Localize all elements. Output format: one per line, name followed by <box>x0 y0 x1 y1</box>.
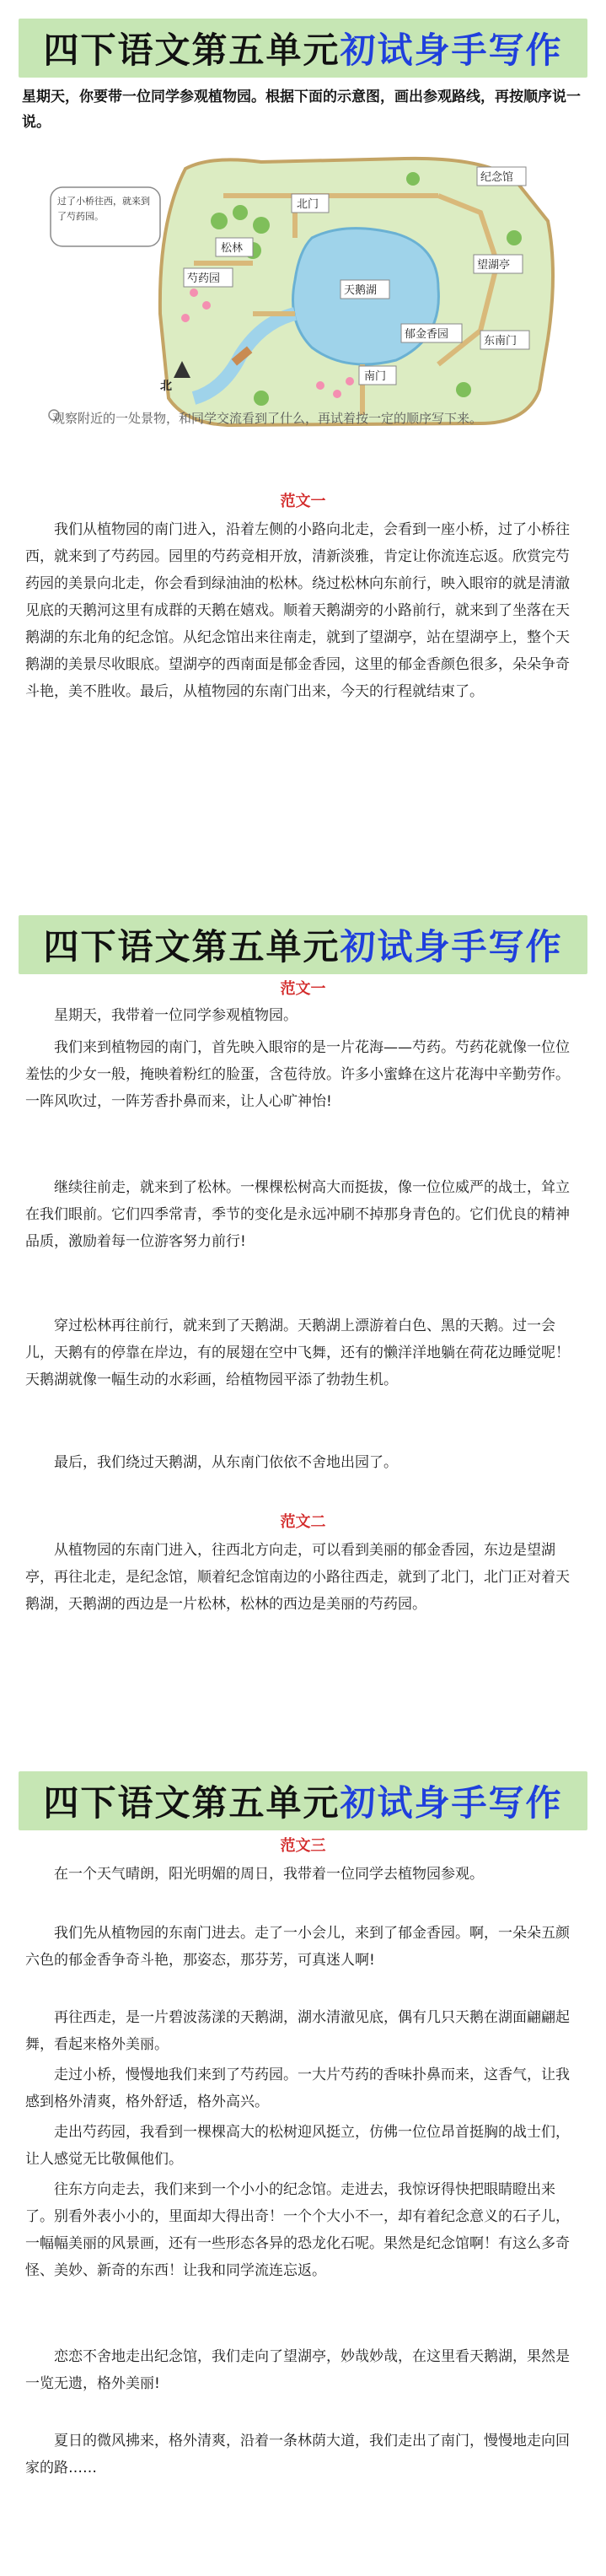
section2-paragraph-2: 我们来到植物园的南门，首先映入眼帘的是一片花海——芍药。芍药花就像一位位羞怯的少女一般，掩映着粉红的脸蛋，含苞待放。许多小蜜蜂在这片花海中辛勤劳作。一阵风吹过，一阵芳香扑鼻而来，让人心旷神怡! <box>25 1039 570 1110</box>
label-dongnanmen: 东南门 <box>484 335 518 348</box>
label-beimen: 北门 <box>297 198 319 211</box>
sample-label-2: 范文一 <box>280 980 326 998</box>
title-banner-2 <box>19 915 587 974</box>
banner-plain-text: 四下语文第五单元 <box>43 926 341 967</box>
section2-paragraph-1: 星期天，我带着一位同学参观植物园。 <box>54 1007 298 1024</box>
section1-paragraph: 我们从植物园的南门进入，沿着左侧的小路向北走，会看到一座小桥，过了小桥往西，就来到了芍药园。园里的芍药竞相开放，清新淡雅，肯定让你流连忘返。欣赏完芍药园的美景向北走，你会看到绿油油的松林。绕过松林向东前行，映入眼帘的就是清澈见底的天鹅河这里有成群的天鹅在嬉戏。顺着天鹅湖旁的小路前行，就来到了坐落在天鹅湖的东北角的纪念馆。从纪念馆出来往南走，就到了望湖亭，站在望湖亭上，整个天鹅湖的美景尽收眼底。望湖亭的西南面是郁金香园，这里的郁金香颜色很多，朵朵争奇斗艳，美不胜收。最后，从植物园的东南门出来，今天的行程就结束了。 <box>25 521 570 700</box>
banner-accent-text: 初试身手写作 <box>340 926 563 967</box>
section3-paragraph-2: 我们先从植物园的东南门进去。走了一小会儿，来到了郁金香园。啊，一朵朵五颜六色的郁金香争奇斗艳，那姿态，那芬芳，可真迷人啊! <box>25 1925 570 1969</box>
section2-paragraph-5: 最后，我们绕过天鹅湖，从东南门依依不舍地出园了。 <box>54 1454 398 1471</box>
section3-paragraph-8: 夏日的微风拂来，格外清爽，沿着一条林荫大道，我们走出了南门，慢慢地走向回家的路…… <box>25 2433 570 2476</box>
title-banner-3 <box>19 1771 587 1830</box>
sample-label-4: 范文三 <box>280 1837 326 1855</box>
sample-label-1: 范文一 <box>280 493 326 510</box>
section3-paragraph-7: 恋恋不舍地走出纪念馆，我们走向了望湖亭，妙哉妙哉，在这里看天鹅湖，果然是一览无遗，格外美丽! <box>25 2348 570 2392</box>
section2-paragraph-4: 穿过松林再往前行，就来到了天鹅湖。天鹅湖上漂游着白色、黑的天鹅。过一会儿，天鹅有的停靠在岸边，有的展翅在空中飞舞，还有的懒洋洋地躺在荷花边睡觉呢！天鹅湖就像一幅生动的水彩画，给植物园平添了勃勃生机。 <box>25 1318 570 1388</box>
task-prompt: 星期天，你要带一位同学参观植物园。根据下面的示意图，画出参观路线，再按顺序说一说。 <box>22 89 581 131</box>
label-yujinxiangyuan: 郁金香园 <box>405 328 449 341</box>
label-tianehu: 天鹅湖 <box>344 284 378 297</box>
label-wangchaoting: 望湖亭 <box>477 259 511 272</box>
figure-caption: 观察附近的一处景物，和同学交流看到了什么，再试着按一定的顺序写下来。 <box>52 411 483 426</box>
section3-paragraph-5: 走出芍药园，我看到一棵棵高大的松树迎风挺立，仿佛一位位昂首挺胸的战士们，让人感觉无比敬佩他们。 <box>25 2124 570 2168</box>
label-shaoyaoyuan: 芍药园 <box>187 272 221 285</box>
label-jinianguan: 纪念馆 <box>480 171 514 184</box>
banner-plain-text: 四下语文第五单元 <box>43 1782 341 1824</box>
label-nanmen: 南门 <box>364 370 387 383</box>
section2-paragraph-3: 继续往前走，就来到了松林。一棵棵松树高大而挺拔，像一位位威严的战士，耸立在我们眼前。它们四季常青，季节的变化是永远冲刷不掉那身青色的。它们优良的精神品质，激励着每一位游客努力前行! <box>25 1179 570 1250</box>
speech-text: 过了小桥往西，就来到了芍药园。 <box>57 196 150 222</box>
section3-paragraph-6: 往东方向走去，我们来到一个小小的纪念馆。走进去，我惊讶得快把眼睛瞪出来了。别看外表小小的，里面却大得出奇！一个个大小不一，却有着纪念意义的石子儿，一幅幅美丽的风景画，还有一些形态各异的恐龙化石呢。果然是纪念馆啊！有这么多奇怪、美妙、新奇的东西！让我和同学流连忘返。 <box>25 2181 570 2279</box>
section3-paragraph-3: 再往西走，是一片碧波荡漾的天鹅湖，湖水清澈见底，偶有几只天鹅在湖面翩翩起舞，看起来格外美丽。 <box>25 2009 570 2053</box>
section3-paragraph-4: 走过小桥，慢慢地我们来到了芍药园。一大片芍药的香味扑鼻而来，这香气，让我感到格外清爽，格外舒适，格外高兴。 <box>25 2067 570 2110</box>
banner-plain-text: 四下语文第五单元 <box>43 30 341 71</box>
section3-paragraph-1: 在一个天气晴朗，阳光明媚的周日，我带着一位同学去植物园参观。 <box>54 1866 484 1883</box>
sample-label-3: 范文二 <box>280 1513 326 1531</box>
label-songlin: 松林 <box>221 242 244 255</box>
banner-accent-text: 初试身手写作 <box>340 1782 563 1824</box>
title-banner-1 <box>19 19 587 78</box>
north-label: 北 <box>160 380 172 393</box>
banner-accent-text: 初试身手写作 <box>340 30 563 71</box>
section2-paragraph-6: 从植物园的东南门进入，往西北方向走，可以看到美丽的郁金香园，东边是望湖亭，再往北走，是纪念馆，顺着纪念馆南边的小路往西走，就到了北门，北门正对着天鹅湖，天鹅湖的西边是一片松林，松林的西边是美丽的芍药园。 <box>25 1542 570 1613</box>
